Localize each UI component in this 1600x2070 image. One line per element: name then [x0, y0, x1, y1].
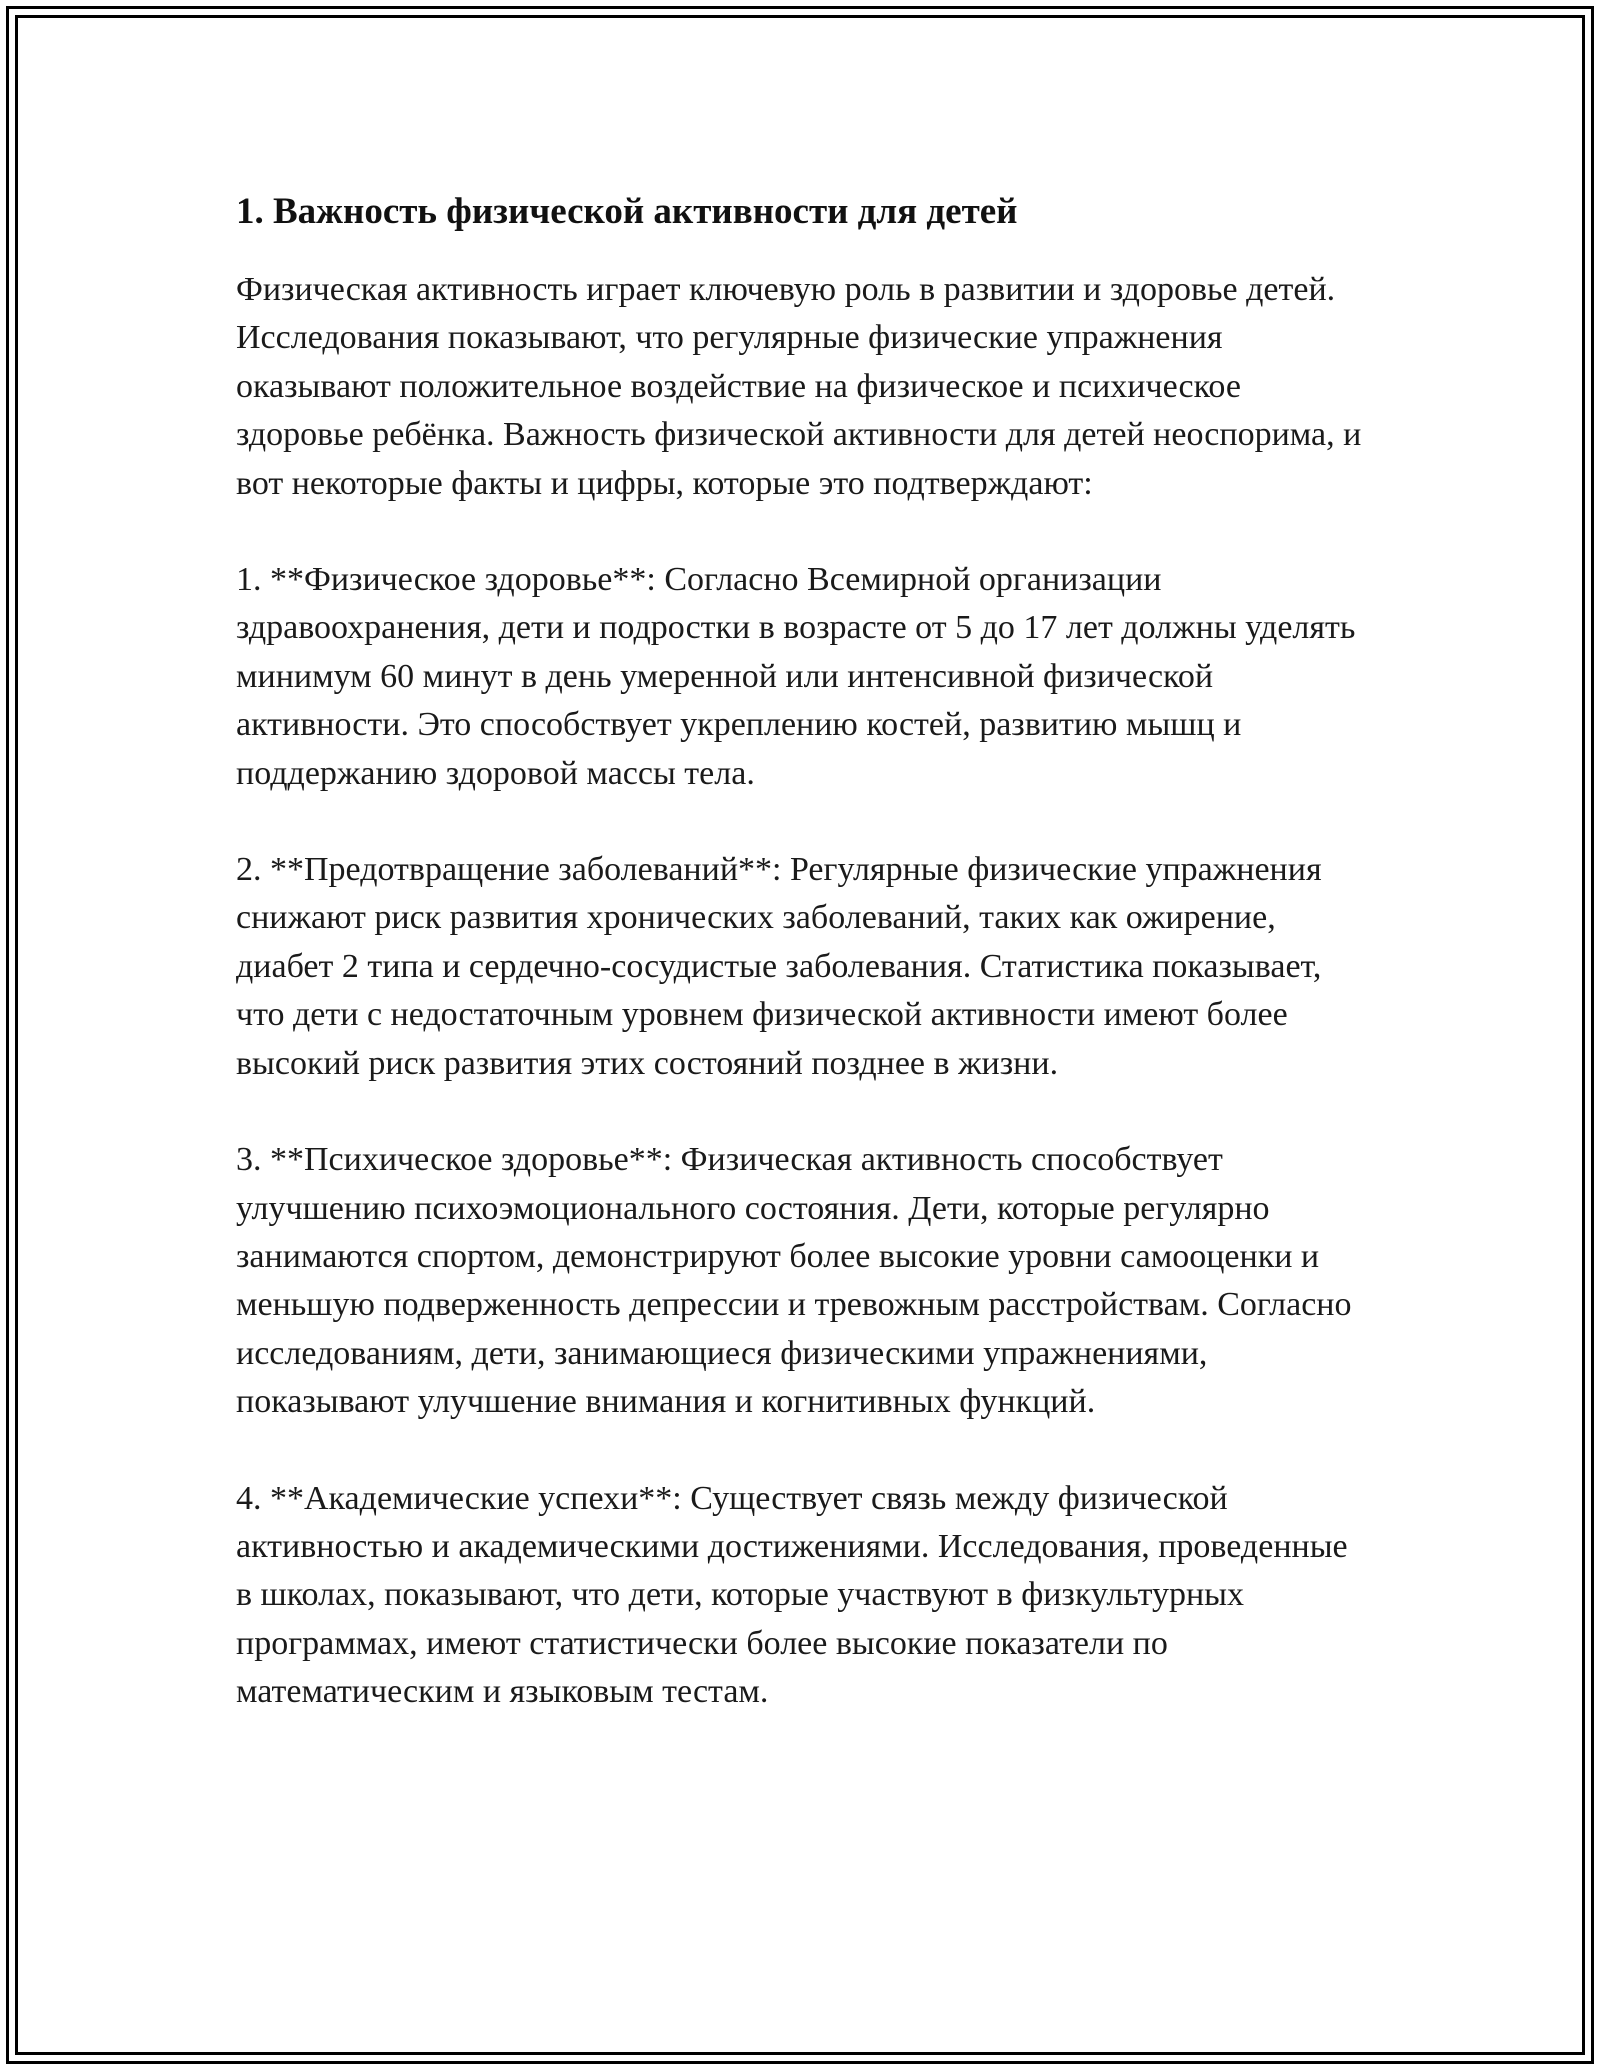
paragraph-disease-prevention: 2. **Предотвращение заболеваний**: Регулярные физические упражнения снижают риск развития хронических заболеваний, таких как ожирение, диабет 2 типа и сердечно-сосудистые заболевания. Статистика показывает, что дети с недостаточным уровнем физической активности имеют более высокий риск развития этих состояний позднее в жизни. [236, 851, 1322, 1082]
paragraph-academic-success: 4. **Академические успехи**: Существует связь между физической активностью и академическими достижениями. Исследования, проведенные в школах, показывают, что дети, которые участвуют в физкультурных программах, имеют статистически более высокие показатели по математическим и языковым тестам. [236, 1479, 1348, 1711]
section-heading: 1. Важность физической активности для детей [236, 191, 1018, 232]
paragraph-intro: Физическая активность играет ключевую роль в развитии и здоровье детей. Исследования показывают, что регулярные физические упражнения оказывают положительное воздействие на физическое и психическое здоровье ребёнка. Важность физической активности для детей неоспорима, и вот некоторые факты и цифры, которые это подтверждают: [236, 271, 1362, 502]
document-body [236, 186, 1370, 1765]
paragraph-mental-health: 3. **Психическое здоровье**: Физическая активность способствует улучшению психоэмоционального состояния. Дети, которые регулярно занимаются спортом, демонстрируют более высокие уровни самооценки и меньшую подверженность депрессии и тревожным расстройствам. Согласно исследованиям, дети, занимающиеся физическими упражнениями, показывают улучшение внимания и когнитивных функций. [236, 1141, 1352, 1421]
paragraph-physical-health: 1. **Физическое здоровье**: Согласно Всемирной организации здравоохранения, дети и подростки в возрасте от 5 до 17 лет должны уделять минимум 60 минут в день умеренной или интенсивной физической активности. Это способствует укреплению костей, развитию мышц и поддержанию здоровой массы тела. [236, 561, 1356, 792]
